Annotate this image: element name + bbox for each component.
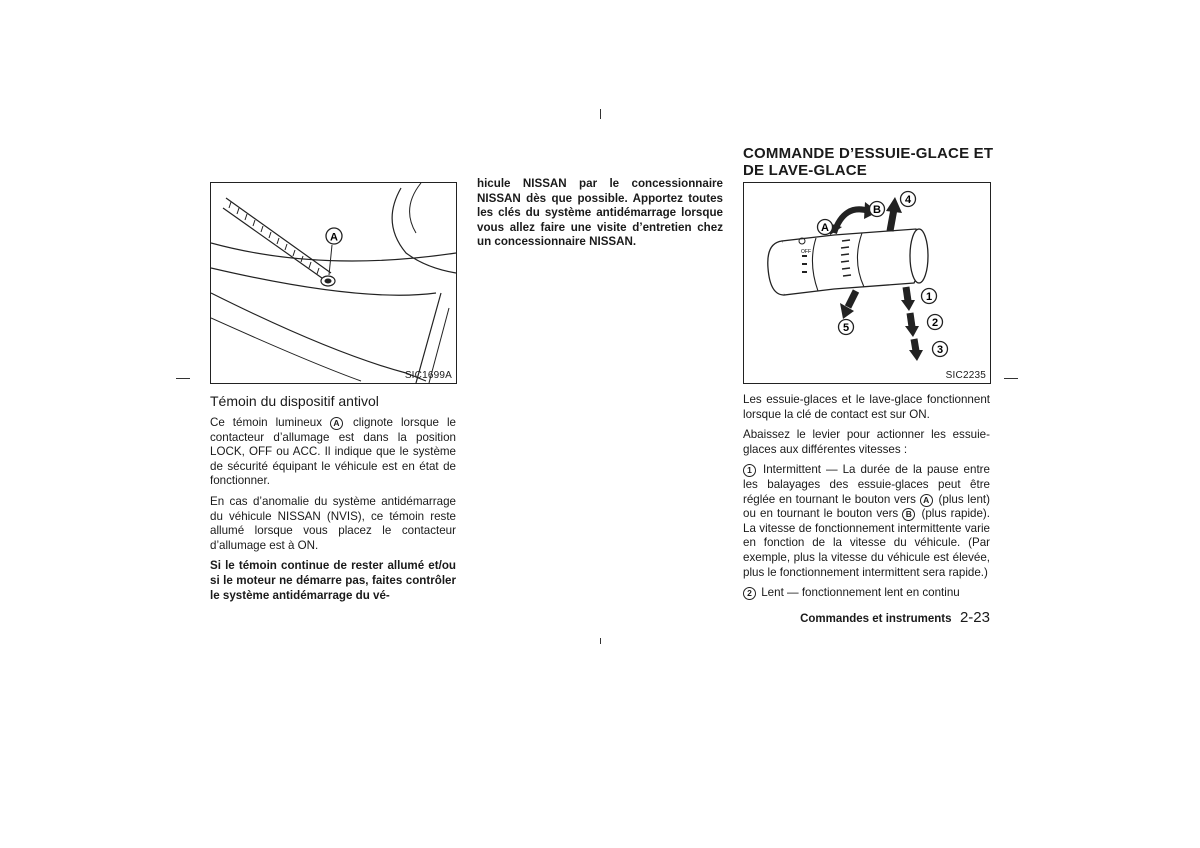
- callout-1-label: 1: [925, 291, 933, 303]
- off-label: OFF: [801, 249, 811, 255]
- crop-mark-right: [1004, 378, 1018, 379]
- section-caption: Témoin du dispositif antivol: [210, 393, 379, 409]
- paragraph-indicator-info: [210, 416, 456, 489]
- page-footer: [790, 609, 990, 627]
- section-heading: [743, 145, 1003, 179]
- footer-section-title: Commandes et instruments: [800, 613, 952, 625]
- paragraph-warning-continued: hicule NISSAN par le concessionnaire NISSAN dès que possible. Apportez toutes les clés du système antidémarrage lorsque vous allez faire une visite d’entretien chez un concessionnaire NISSAN.: [477, 177, 723, 249]
- p4-text: Lent — fonctionnement lent en continu: [761, 586, 960, 600]
- wiper-lever-illustration: [744, 183, 990, 383]
- p3-text-1: Intermittent — La durée de la pause entre les balayages des essuie-glaces peut être réglée en tournant le bouton vers: [743, 463, 990, 506]
- paragraph-slow: [743, 586, 990, 601]
- callout-a-label: A: [330, 231, 338, 244]
- callout-2-label: 2: [931, 317, 939, 329]
- crop-mark-bottom: [600, 638, 601, 644]
- p1-after: clignote lorsque le contacteur d’allumage est dans la position LOCK, OFF ou ACC. Il indique que le système de sécurité équipant le véhicule est en état de fonctionner.: [210, 416, 456, 488]
- crop-mark-left: [176, 378, 190, 379]
- p1-before: Ce témoin lumineux: [210, 416, 322, 429]
- paragraph-warning: Si le témoin continue de rester allumé et/ou si le moteur ne démarre pas, faites contrôler le système antidémarrage du vé-: [210, 559, 456, 602]
- heading-line-1: COMMANDE D’ESSUIE-GLACE ET: [743, 145, 994, 162]
- footer-page-number: 2-23: [959, 609, 990, 626]
- middle-column-body: [477, 177, 723, 250]
- callout-a-icon: A: [330, 417, 343, 430]
- p3-text-2: (plus lent) ou en tournant le bouton vers: [743, 492, 990, 521]
- callout-2-icon: 2: [743, 587, 756, 600]
- callout-b-label: B: [873, 204, 881, 216]
- crop-mark-top: [600, 109, 601, 119]
- p3-text-3: (plus rapide). La vitesse de fonctionnement intermittente varie en fonction de la vitesse du véhicule. (Par exemple, plus la vitesse du véhicule est élevée, plus le fonctionnement intermittent sera rapide.): [743, 507, 990, 579]
- paragraph-wiper-intro: Les essuie-glaces et le lave-glace fonctionnent lorsque la clé de contact est sur ON.: [743, 393, 990, 421]
- figure-wiper-switch: [743, 182, 991, 384]
- callout-3-label: 3: [936, 344, 944, 356]
- paragraph-intermittent: [743, 463, 990, 580]
- right-column-body: [743, 393, 990, 601]
- dashboard-illustration: [211, 183, 456, 383]
- callout-4-label: 4: [904, 194, 912, 206]
- paragraph-wiper-speeds: Abaissez le levier pour actionner les essuie-glaces aux différentes vitesses :: [743, 428, 990, 456]
- figure-code: SIC1699A: [404, 370, 452, 381]
- figure-code: SIC2235: [945, 370, 986, 381]
- left-column-body: [210, 416, 456, 603]
- callout-b-icon: B: [902, 508, 915, 521]
- figure-antivol-indicator: [210, 182, 457, 384]
- callout-5-label: 5: [842, 322, 850, 334]
- callout-1-icon: 1: [743, 464, 756, 477]
- callout-a-label: A: [821, 222, 829, 234]
- callout-a-icon: A: [920, 494, 933, 507]
- heading-line-2: DE LAVE-GLACE: [743, 162, 867, 179]
- paragraph-anomaly: En cas d’anomalie du système antidémarrage du véhicule NISSAN (NVIS), ce témoin reste allumé lorsque vous placez le contacteur d’allumage est à ON.: [210, 494, 456, 552]
